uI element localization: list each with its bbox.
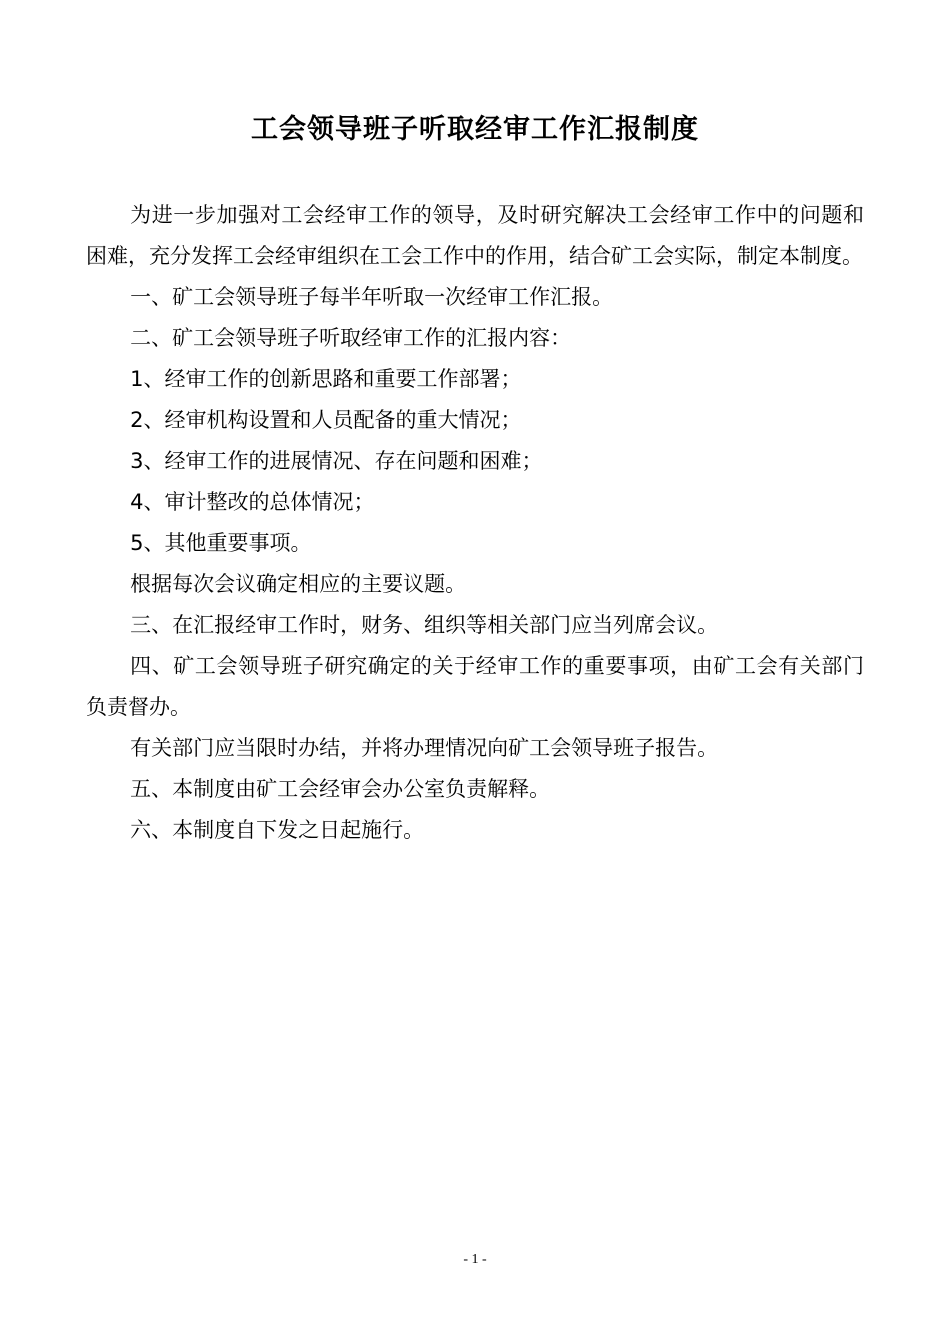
document-body <box>86 195 864 851</box>
clause-4: 四、矿工会领导班子研究确定的关于经审工作的重要事项，由矿工会有关部门负责督办。 <box>86 654 864 719</box>
document-title: 工会领导班子听取经审工作汇报制度 <box>251 114 699 145</box>
clause-2-item-5: 5、其他重要事项。 <box>130 531 312 555</box>
intro-paragraph: 为进一步加强对工会经审工作的领导，及时研究解决工会经审工作中的问题和困难，充分发挥工会经审组织在工会工作中的作用，结合矿工会实际，制定本制度。 <box>86 203 864 268</box>
clause-2-item-2: 2、经审机构设置和人员配备的重大情况； <box>130 408 522 432</box>
clause-2-item-4: 4、审计整改的总体情况； <box>130 490 375 514</box>
clause-6: 六、本制度自下发之日起施行。 <box>130 818 425 842</box>
clause-4-note: 有关部门应当限时办结，并将办理情况向矿工会领导班子报告。 <box>130 736 719 760</box>
clause-3: 三、在汇报经审工作时，财务、组织等相关部门应当列席会议。 <box>130 613 719 637</box>
clause-2-item-3: 3、经审工作的进展情况、存在问题和困难； <box>130 449 543 473</box>
clause-5: 五、本制度由矿工会经审会办公室负责解释。 <box>130 777 551 801</box>
clause-2-note: 根据每次会议确定相应的主要议题。 <box>130 572 467 596</box>
clause-1: 一、矿工会领导班子每半年听取一次经审工作汇报。 <box>130 285 614 309</box>
page-number: - 1 - <box>463 1252 487 1267</box>
clause-2-item-1: 1、经审工作的创新思路和重要工作部署； <box>130 367 522 391</box>
clause-2: 二、矿工会领导班子听取经审工作的汇报内容： <box>130 326 572 350</box>
